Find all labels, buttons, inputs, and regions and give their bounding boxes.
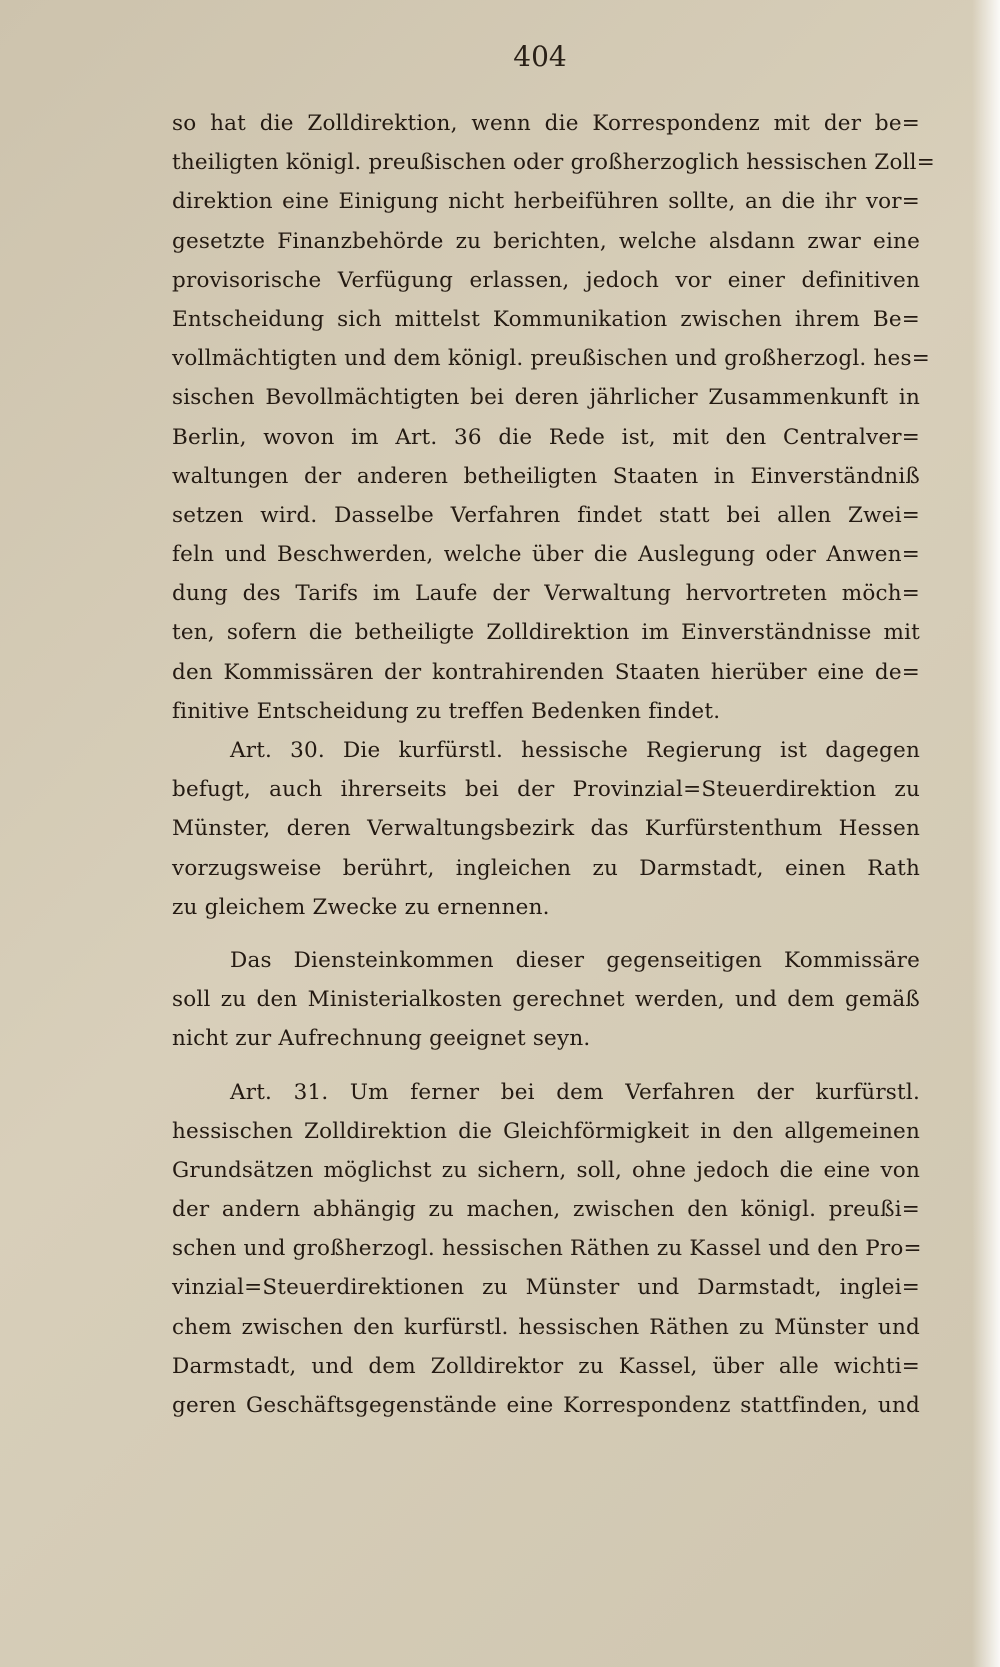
text-line: nicht zur Aufrechnung geeignet seyn. — [172, 1026, 591, 1052]
text-line: Darmstadt, und dem Zolldirektor zu Kassel, über alle wichti= — [172, 1353, 920, 1379]
text-line: setzen wird. Dasselbe Verfahren findet statt bei allen Zwei= — [172, 502, 920, 528]
text-line: soll zu den Ministerialkosten gerechnet werden, und dem gemäß — [172, 987, 920, 1013]
text-line: direktion eine Einigung nicht herbeiführen sollte, an die ihr vor= — [172, 189, 920, 215]
page-number: 404 — [513, 40, 567, 73]
text-line: chem zwischen den kurfürstl. hessischen Räthen zu Münster und — [172, 1314, 920, 1340]
text-line: den Kommissären der kontrahirenden Staaten hierüber eine de= — [172, 659, 920, 685]
text-line: Das Diensteinkommen dieser gegenseitigen Kommissäre — [230, 947, 920, 973]
page-edge — [972, 0, 1000, 1667]
text-line: Münster, deren Verwaltungsbezirk das Kurfürstenthum Hessen — [172, 816, 920, 842]
text-line: hessischen Zolldirektion die Gleichförmigkeit in den allgemeinen — [172, 1118, 920, 1144]
text-line: Art. 30. Die kurfürstl. hessische Regierung ist dagegen — [230, 738, 920, 763]
text-line: geren Geschäftsgegenstände eine Korrespondenz stattfinden, und — [172, 1393, 920, 1418]
text-line: ten, sofern die betheiligte Zolldirektion im Einverständnisse mit — [172, 620, 920, 646]
text-line: provisorische Verfügung erlassen, jedoch vor einer definitiven — [172, 267, 920, 293]
text-line: zu gleichem Zwecke zu ernennen. — [172, 894, 550, 920]
text-line: feln und Beschwerden, welche über die Auslegung oder Anwen= — [172, 542, 920, 568]
text-line: Grundsätzen möglichst zu sichern, soll, ohne jedoch die eine von — [172, 1157, 920, 1183]
text-line: waltungen der anderen betheiligten Staaten in Einverständniß — [172, 463, 920, 489]
text-line: der andern abhängig zu machen, zwischen den königl. preußi= — [172, 1197, 920, 1223]
text-line: Berlin, wovon im Art. 36 die Rede ist, mit den Centralver= — [172, 424, 920, 450]
text-line: gesetzte Finanzbehörde zu berichten, welche alsdann zwar eine — [172, 228, 920, 254]
text-line: Art. 31. Um ferner bei dem Verfahren der kurfürstl. — [230, 1079, 920, 1105]
text-line: vollmächtigten und dem königl. preußischen und großherzogl. hes= — [172, 346, 930, 372]
paragraph-gap — [172, 927, 920, 941]
text-line: schen und großherzogl. hessischen Räthen zu Kassel und den Pro= — [172, 1236, 922, 1262]
text-line: dung des Tarifs im Laufe der Verwaltung hervortreten möch= — [172, 581, 920, 607]
text-line: Entscheidung sich mittelst Kommunikation zwischen ihrem Be= — [172, 306, 920, 332]
text-line: sischen Bevollmächtigten bei deren jährlicher Zusammenkunft in — [172, 385, 920, 411]
text-line: vorzugsweise berührt, ingleichen zu Darmstadt, einen Rath — [172, 855, 920, 881]
text-line: finitive Entscheidung zu treffen Bedenken findet. — [172, 698, 721, 724]
text-line: so hat die Zolldirektion, wenn die Korrespondenz mit der be= — [172, 111, 920, 136]
body-text — [172, 104, 935, 1425]
text-line: theiligten königl. preußischen oder großherzoglich hessischen Zoll= — [172, 150, 935, 176]
text-line: befugt, auch ihrerseits bei der Provinzial=Steuerdirektion zu — [172, 777, 920, 803]
paragraph-gap — [172, 1059, 920, 1073]
text-line: vinzial=Steuerdirektionen zu Münster und Darmstadt, inglei= — [172, 1275, 920, 1301]
